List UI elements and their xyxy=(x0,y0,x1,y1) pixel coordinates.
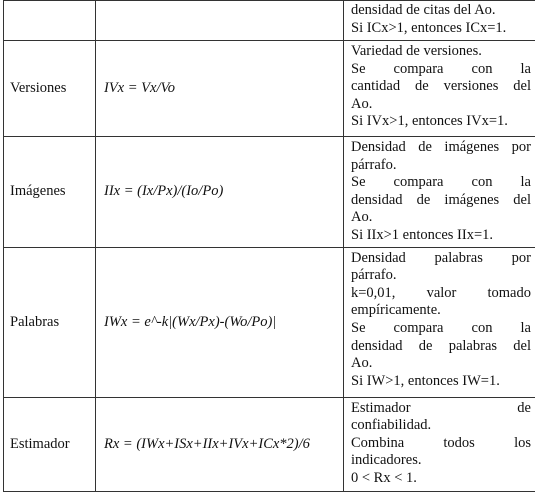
indicator-name-cell xyxy=(4,1,96,41)
description-line: párrafo. xyxy=(351,267,397,284)
formula-cell xyxy=(96,397,344,491)
formula: Rx = (IWx+ISx+IIx+IVx+ICx*2)/6 xyxy=(104,435,310,452)
description-cell xyxy=(344,1,535,41)
indicator-name-cell xyxy=(4,247,96,397)
table-row xyxy=(4,247,535,397)
indicator-name: Imágenes xyxy=(10,183,66,200)
formula-cell xyxy=(96,137,344,248)
description-line: Combina todos los xyxy=(351,434,531,451)
description-line: Variedad de versiones. xyxy=(351,43,482,59)
formula-cell xyxy=(96,41,344,137)
description-line: indicadores. xyxy=(351,452,422,469)
table-row xyxy=(4,397,535,491)
description-cell xyxy=(344,397,535,491)
description-line: Si IVx>1, entonces IVx=1. xyxy=(351,113,508,130)
indicator-name: Palabras xyxy=(10,313,60,330)
description-line: densidad de citas del Ao. xyxy=(351,2,496,18)
indicator-name-cell xyxy=(4,41,96,137)
description-line: confiabilidad. xyxy=(351,417,432,434)
formula: IWx = e^-k|(Wx/Px)-(Wo/Po)| xyxy=(104,313,277,330)
description-line: Estimador de xyxy=(351,399,531,416)
description-line: Densidad de imágenes por xyxy=(351,139,531,155)
indicator-name-cell xyxy=(4,397,96,491)
table-row xyxy=(4,1,535,41)
table-row xyxy=(4,41,535,137)
description-cell xyxy=(344,41,535,137)
formula: IIx = (Ix/Px)/(Io/Po) xyxy=(104,183,224,200)
indicators-table xyxy=(3,0,535,492)
description-line: empíricamente. xyxy=(351,302,441,319)
description-line: densidad de imágenes del xyxy=(351,191,531,208)
description-line: Densidad palabras por xyxy=(351,249,531,266)
indicator-name: Estimador xyxy=(10,435,70,452)
indicator-name-cell xyxy=(4,137,96,248)
description-line: Se compara con la xyxy=(351,60,531,77)
description-line: Se compara con la xyxy=(351,319,531,336)
description-line: Si ICx>1, entonces ICx=1. xyxy=(351,19,507,36)
description-line: párrafo. xyxy=(351,156,397,173)
description-line: Ao. xyxy=(351,209,373,226)
description-line: densidad de palabras del xyxy=(351,337,531,354)
formula-cell xyxy=(96,1,344,41)
indicator-name: Versiones xyxy=(10,80,67,96)
description-line: Se compara con la xyxy=(351,174,531,191)
description-line: k=0,01, valor tomado xyxy=(351,284,531,301)
description-line: cantidad de versiones del xyxy=(351,78,531,95)
description-cell xyxy=(344,247,535,397)
formula: IVx = Vx/Vo xyxy=(104,80,175,96)
description-line: Si IIx>1 entonces IIx=1. xyxy=(351,226,493,243)
description-cell xyxy=(344,137,535,248)
description-line: Si IW>1, entonces IW=1. xyxy=(351,372,500,389)
description-line: Ao. xyxy=(351,355,373,372)
table-row xyxy=(4,137,535,248)
description-line: Ao. xyxy=(351,95,373,112)
formula-cell xyxy=(96,247,344,397)
description-line: 0 < Rx < 1. xyxy=(351,469,417,486)
